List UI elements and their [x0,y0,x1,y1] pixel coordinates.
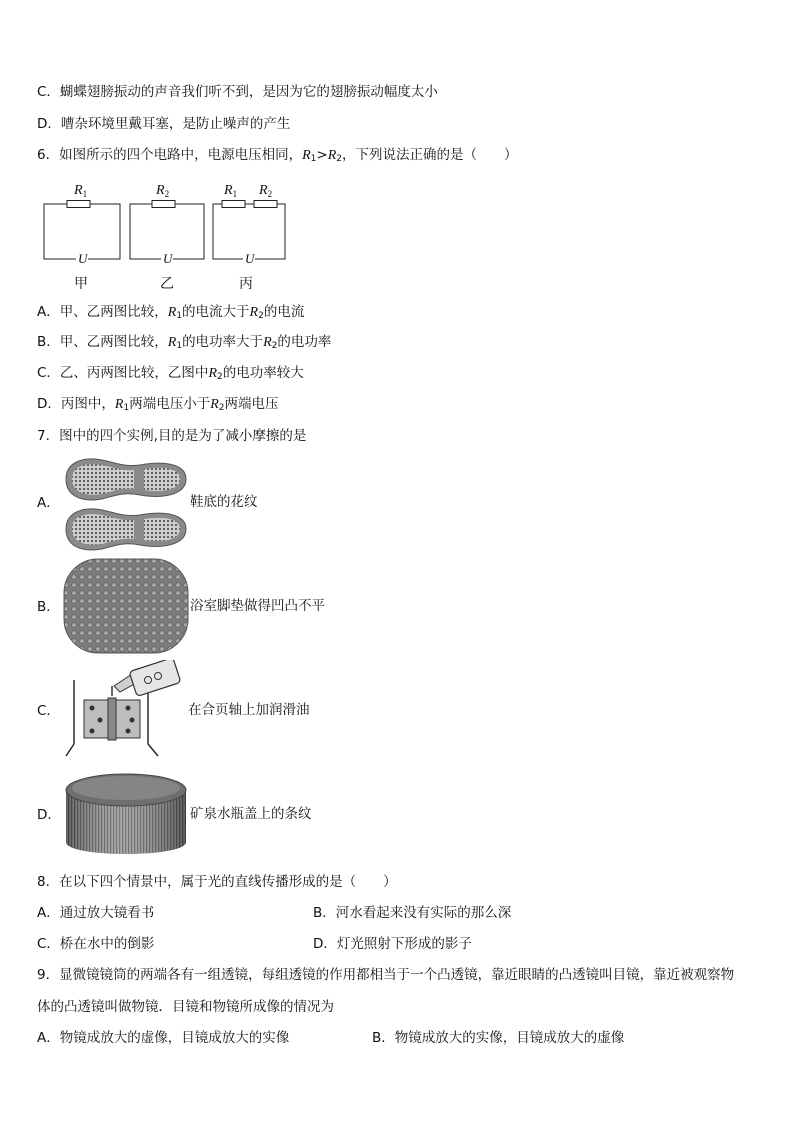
circuit-yi-resistor-r2 [152,201,175,208]
q6-stem-r1-sub: 1 [310,154,317,164]
q5-option-d: D．嘈杂环境里戴耳塞，是防止噪声的产生 [37,116,291,132]
label-r2-yi: $R_2$ [156,183,170,199]
circuit-label-jia: 甲 [74,276,88,292]
label-r1-bing: $R_1$ [224,183,238,199]
circuit-label-bing: 丙 [239,276,253,292]
q9-option-a: A．物镜成放大的虚像，目镜成放大的实像 [37,1030,290,1046]
q6-stem-prefix: 6．如图所示的四个电路中，电源电压相同， [37,147,303,163]
q7-option-a-text: 鞋底的花纹 [190,494,258,510]
q8-option-b: B．河水看起来没有实际的那么深 [313,905,512,921]
circuit-bing-resistor-r2 [254,201,277,208]
bath-mat-image [62,557,190,655]
q6-stem [37,146,518,165]
label-u-bing: U [245,251,255,266]
q7-option-b-text: 浴室脚垫做得凹凸不平 [190,598,325,614]
q8-option-a: A．通过放大镜看书 [37,905,155,921]
q7-stem: 7．图中的四个实例,目的是为了减小摩擦的是 [37,428,307,444]
q8-option-c: C．桥在水中的倒影 [37,936,155,952]
q6-stem-r2: R [327,148,337,163]
circuit-label-yi: 乙 [160,276,174,292]
label-r2-bing: $R_2$ [259,183,273,199]
q8-option-d: D．灯光照射下形成的影子 [313,936,472,952]
circuit-jia-resistor-r1 [67,201,90,208]
q6-option-d: D．丙图中，$R_1$两端电压小于$R_2$两端电压 [37,396,279,413]
q7-option-b-letter: B． [37,599,60,615]
q5-option-c: C．蝴蝶翅膀振动的声音我们听不到，是因为它的翅膀振动幅度太小 [37,84,438,100]
hinge-oil-image [62,660,190,760]
shoe-sole-image [62,451,190,553]
q6-stem-gt: > [316,147,328,163]
q6-stem-r2-sub: 2 [336,154,342,164]
q6-stem-suffix: ，下列说法正确的是（ ） [342,147,518,163]
q6-stem-r1: R [302,148,311,163]
q7-option-d-text: 矿泉水瓶盖上的条纹 [190,806,312,822]
q6-option-c: C．乙、丙两图比较，乙图中$R_2$的电功率较大 [37,365,304,382]
bottle-cap-image [62,768,190,864]
q8-stem: 8．在以下四个情景中，属于光的直线传播形成的是（ ） [37,874,397,890]
label-u-yi: U [163,251,173,266]
q6-option-a: A．甲、乙两图比较，$R_1$的电流大于$R_2$的电流 [37,304,305,321]
q6-circuit-diagrams [36,176,296,296]
q7-option-c-text: 在合页轴上加润滑油 [188,702,310,718]
q9-stem-line1: 9．显微镜镜筒的两端各有一组透镜，每组透镜的作用都相当于一个凸透镜，靠近眼睛的凸透镜叫目镜，靠近被观察物 [37,967,735,983]
q9-stem-line2: 体的凸透镜叫做物镜．目镜和物镜所成像的情况为 [37,999,334,1015]
label-r1-jia: $R_1$ [74,183,88,199]
label-u-jia: U [78,251,88,266]
q6-option-b: B．甲、乙两图比较，$R_1$的电功率大于$R_2$的电功率 [37,334,332,351]
circuit-bing-resistor-r1 [222,201,245,208]
q7-option-d-letter: D． [37,807,61,823]
q7-option-a-letter: A． [37,495,60,511]
q9-option-b: B．物镜成放大的实像，目镜成放大的虚像 [372,1030,625,1046]
q7-option-c-letter: C． [37,703,60,719]
